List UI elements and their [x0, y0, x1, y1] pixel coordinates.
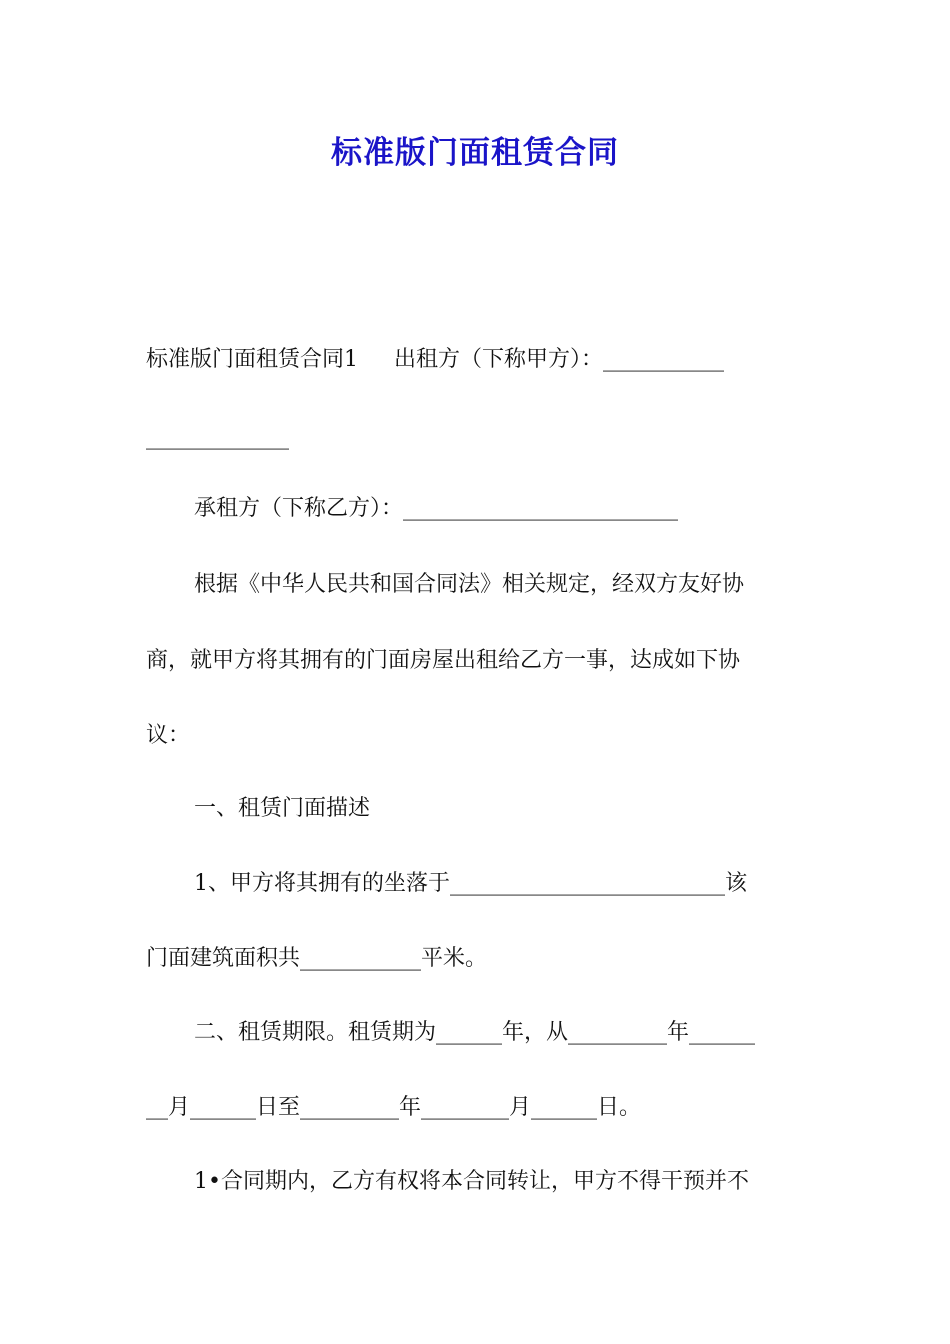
- clause-1-text-1: 1、甲方将其拥有的坐落于_________________________该: [194, 871, 747, 896]
- clause-1-line-2: [146, 939, 806, 979]
- clause-1-text-2: 门面建筑面积共___________平米。: [146, 946, 488, 971]
- lessor-label: 出租方（下称甲方）：___________: [394, 347, 725, 372]
- paragraph-line-2: [146, 418, 806, 458]
- paragraph-intro-line-3: [146, 716, 806, 756]
- section-heading-1: [194, 789, 806, 829]
- clause-1-line-1: [194, 864, 806, 904]
- section-2-text-1: 二、租赁期限。租赁期为______年，从_________年______: [194, 1020, 756, 1045]
- paragraph-intro-line-2: [146, 641, 806, 681]
- section-2-text-2: __月______日至_________年________月______日。: [146, 1095, 642, 1120]
- document-title: 标准版门面租赁合同: [331, 135, 619, 171]
- lessee-label: 承租方（下称乙方）：_________________________: [194, 496, 679, 521]
- lessor-blank-continued: _____________: [146, 425, 289, 450]
- paragraph-intro-line-1: [194, 565, 806, 605]
- intro-text-3: 议：: [146, 723, 191, 748]
- lessee-line: [194, 489, 806, 529]
- section-heading-2: [194, 1013, 806, 1053]
- section-1-title: 一、租赁门面描述: [194, 796, 371, 821]
- intro-text-1: 根据《中华人民共和国合同法》相关规定，经双方友好协: [194, 572, 745, 597]
- clause-2-1-text: 1•合同期内，乙方有权将本合同转让，甲方不得干预并不: [194, 1169, 749, 1194]
- section-2-line-2: [146, 1088, 806, 1128]
- clause-2-1-line: [194, 1162, 806, 1202]
- paragraph-line-1: [146, 340, 806, 380]
- intro-text-2: 商，就甲方将其拥有的门面房屋出租给乙方一事，达成如下协: [146, 648, 741, 673]
- contract-heading-inline: 标准版门面租赁合同1: [146, 347, 358, 372]
